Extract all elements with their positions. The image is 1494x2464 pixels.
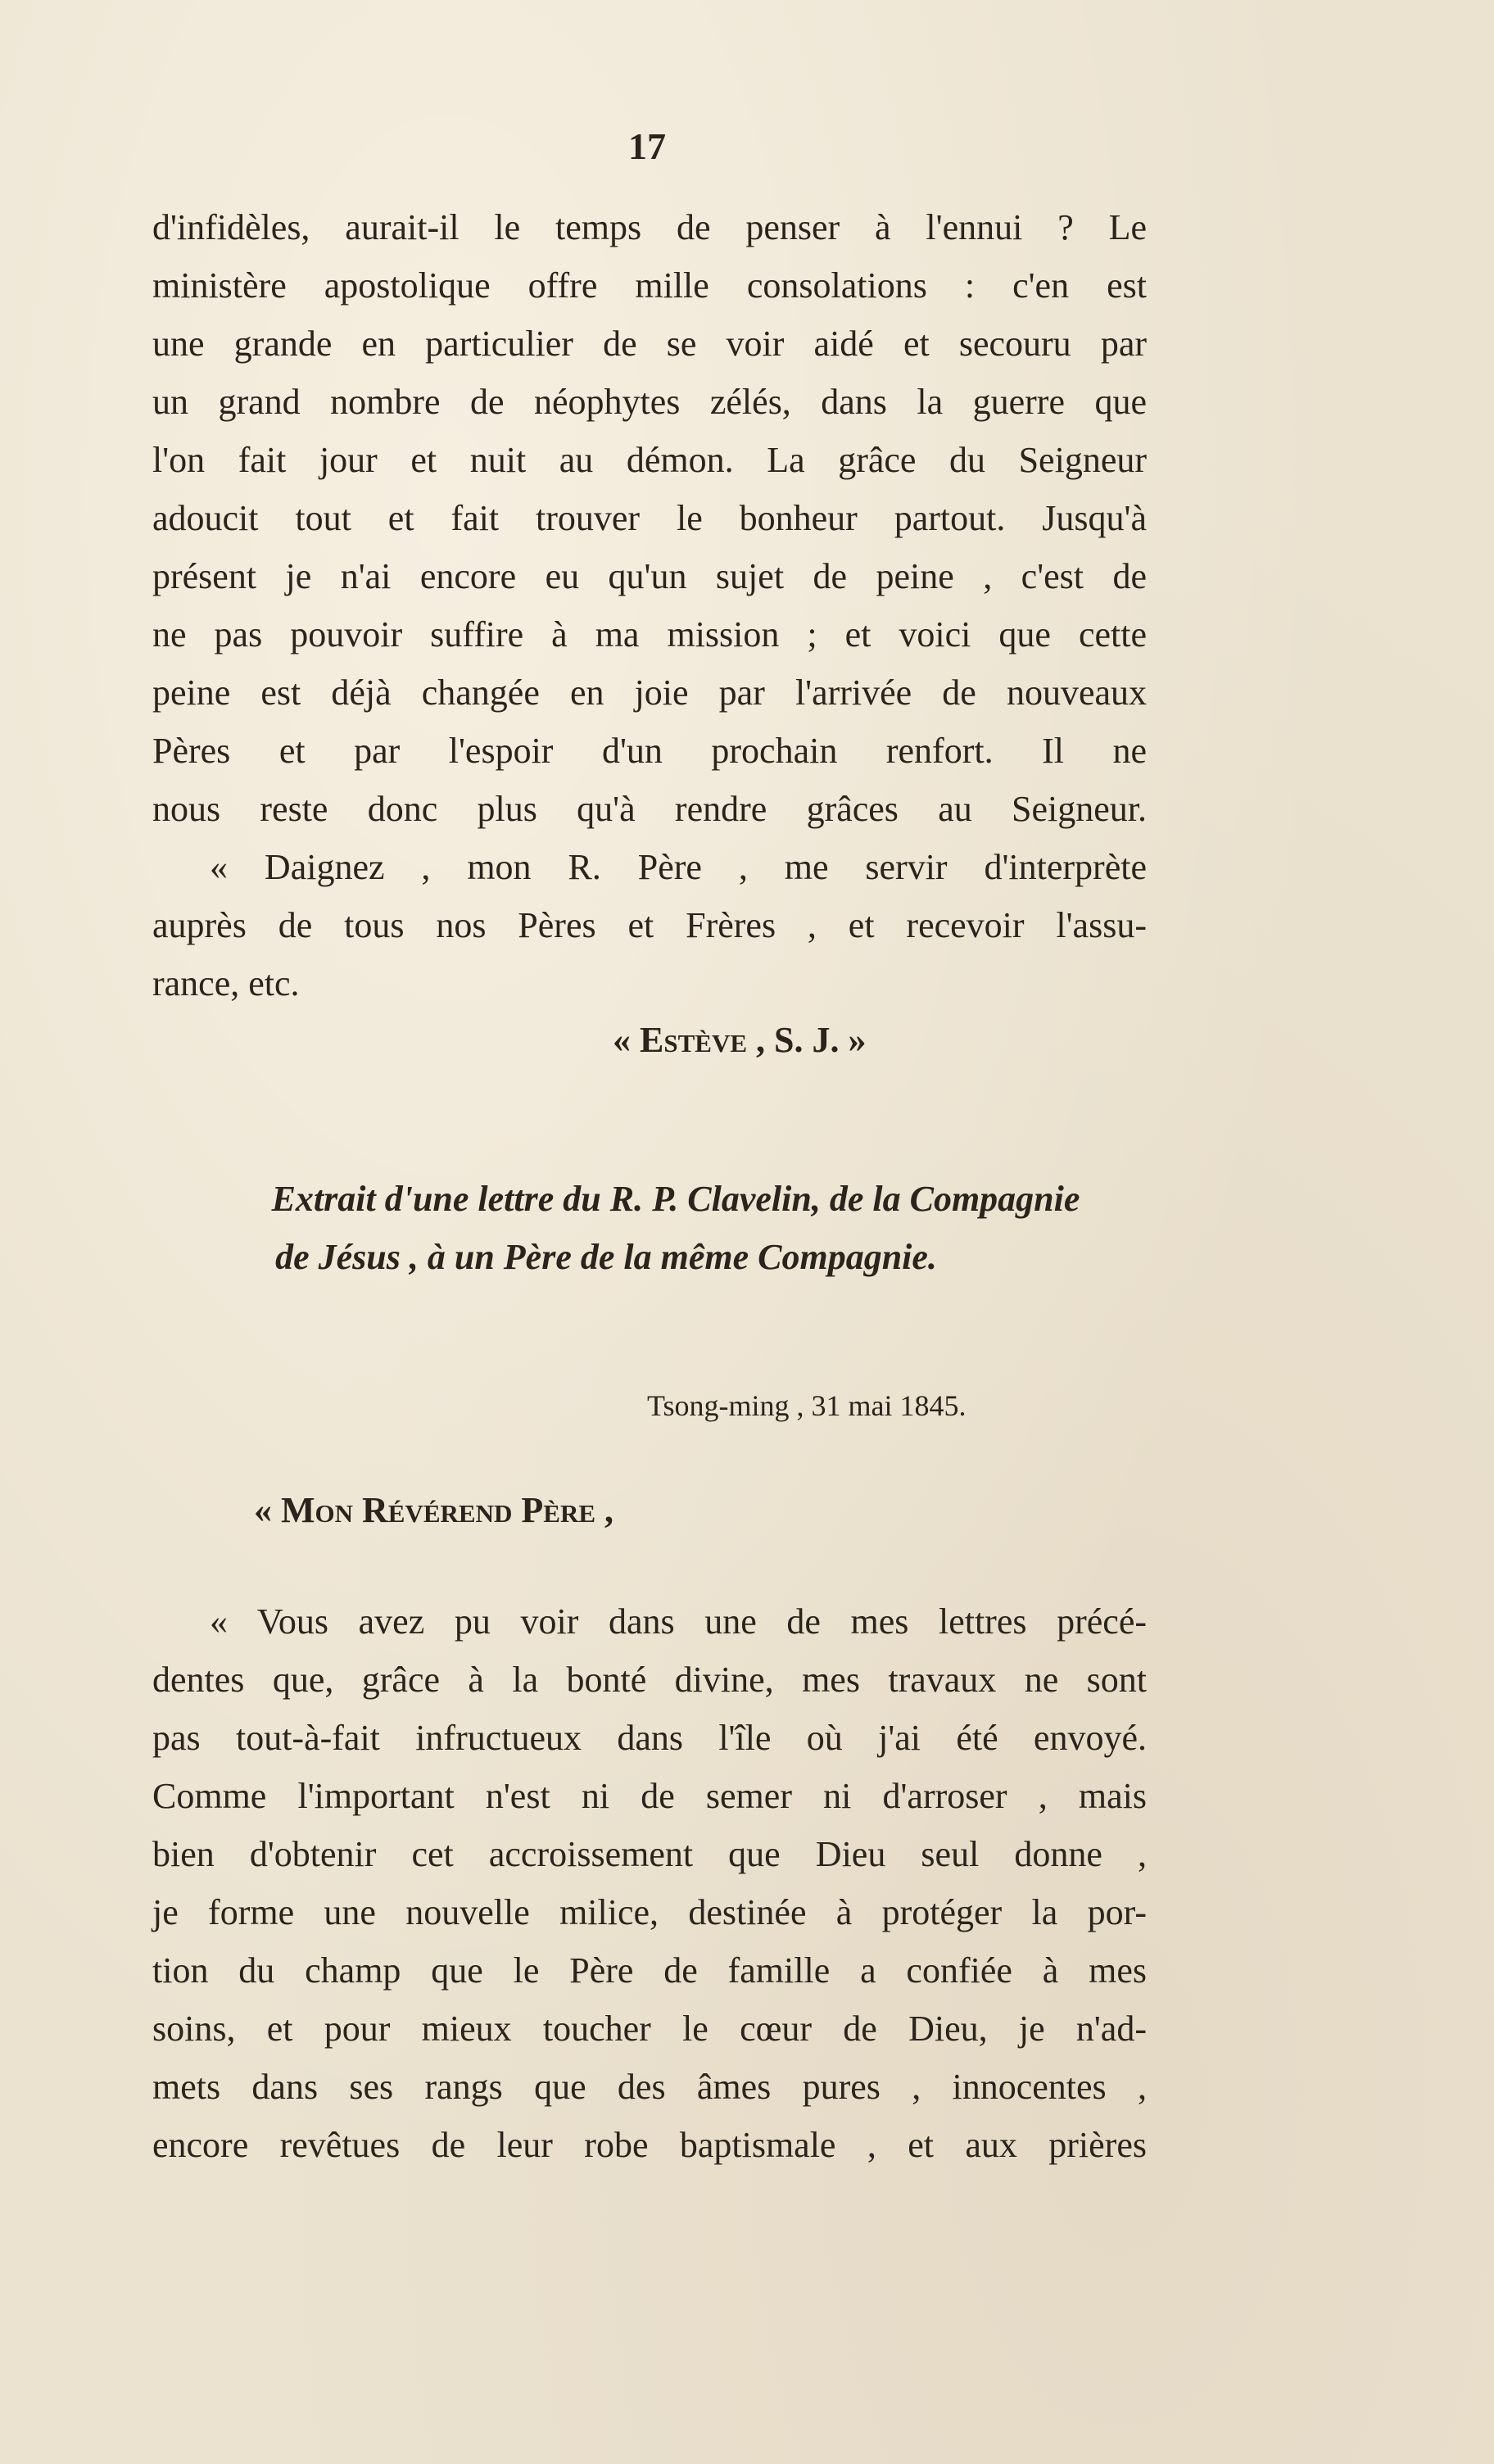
signature: [613, 1017, 866, 1063]
body-line: Comme l'important n'est ni de semer ni d'arroser , mais: [152, 1776, 1147, 1816]
body-line: soins, et pour mieux toucher le cœur de Dieu, je n'ad-: [152, 2009, 1147, 2049]
body-line: nous reste donc plus qu'à rendre grâces au Seigneur.: [152, 789, 1147, 829]
body-line: dentes que, grâce à la bonté divine, mes travaux ne sont: [152, 1660, 1147, 1700]
body-line: encore revêtues de leur robe baptismale , et aux prières: [152, 2125, 1147, 2165]
body-line: présent je n'ai encore eu qu'un sujet de peine , c'est de: [152, 556, 1147, 596]
body-line: ne pas pouvoir suffire à ma mission ; et voici que cette: [152, 614, 1147, 654]
page-number: 17: [628, 125, 666, 167]
body-line: je forme une nouvelle milice, destinée à protéger la por-: [152, 1892, 1147, 1932]
body-line: pas tout-à-fait infructueux dans l'île où j'ai été envoyé.: [152, 1718, 1147, 1758]
body-line: tion du champ que le Père de famille a confiée à mes: [152, 1950, 1147, 1991]
body-line: bien d'obtenir cet accroissement que Dieu seul donne ,: [152, 1834, 1147, 1874]
body-line: « Daignez , mon R. Père , me servir d'interprète: [210, 847, 1147, 887]
body-line: mets dans ses rangs que des âmes pures , innocentes ,: [152, 2067, 1147, 2107]
body-line: peine est déjà changée en joie par l'arrivée de nouveaux: [152, 673, 1147, 713]
salutation: « Mon Révérend Père ,: [254, 1490, 614, 1530]
body-line: un grand nombre de néophytes zélés, dans la guerre que: [152, 382, 1147, 422]
signature-text: « Estève , S. J. »: [613, 1020, 867, 1060]
body-line: adoucit tout et fait trouver le bonheur partout. Jusqu'à: [152, 498, 1147, 538]
letter-title-line-1: Extrait d'une lettre du R. P. Clavelin, de la Compagnie: [271, 1179, 1080, 1219]
body-line: d'infidèles, aurait-il le temps de penser à l'ennui ? Le: [152, 207, 1147, 247]
body-line: l'on fait jour et nuit au démon. La grâce du Seigneur: [152, 440, 1147, 480]
body-line: rance, etc.: [152, 963, 300, 1003]
body-line: ministère apostolique offre mille consolations : c'en est: [152, 265, 1147, 306]
dateline: Tsong-ming , 31 mai 1845.: [647, 1389, 967, 1422]
body-line: « Vous avez pu voir dans une de mes lettres précé-: [210, 1601, 1147, 1642]
body-line: une grande en particulier de se voir aidé et secouru par: [152, 324, 1147, 364]
letter-title-line-2: de Jésus , à un Père de la même Compagnie.: [275, 1237, 937, 1277]
body-line: Pères et par l'espoir d'un prochain renfort. Il ne: [152, 731, 1147, 771]
body-line: auprès de tous nos Pères et Frères , et recevoir l'assu-: [152, 905, 1147, 945]
